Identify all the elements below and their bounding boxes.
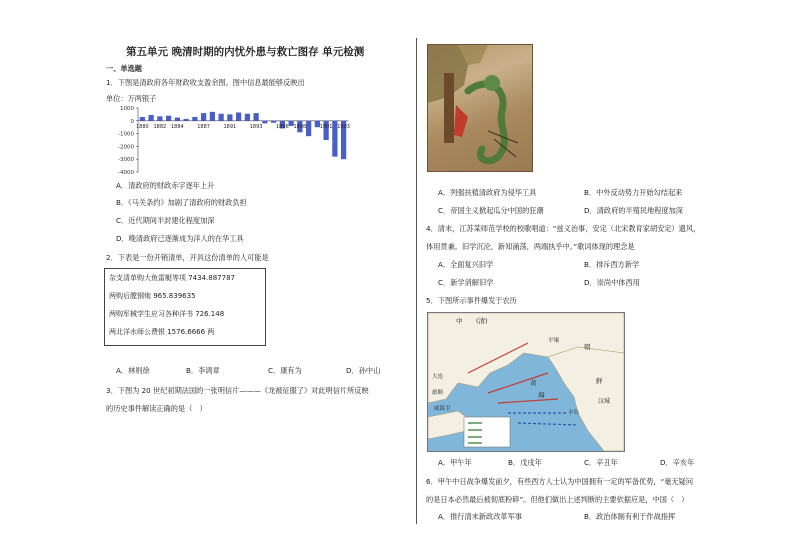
q2-expense-table	[104, 268, 266, 346]
y-tick-label: -3000	[118, 157, 134, 164]
y-tick-label: 1000	[120, 106, 134, 112]
q2-option-a[interactable]: A．林则徐	[116, 366, 150, 375]
bar	[175, 118, 180, 121]
x-tick-label: 1880	[136, 123, 149, 130]
q2-line: 两北洋水师公费银 1576.6666 两	[109, 328, 215, 336]
q4-option-c[interactable]: C．新学消解旧学	[438, 278, 494, 287]
x-tick-label: 1901	[319, 123, 333, 130]
q4-option-a[interactable]: A．全面复兴旧学	[438, 260, 494, 269]
q6-option-b[interactable]: B．政治体制有利于作战指挥	[584, 512, 676, 521]
q2-option-d[interactable]: D．孙中山	[346, 366, 381, 375]
q3-option-c[interactable]: C．帝国主义掀起瓜分中国的狂潮	[438, 206, 544, 215]
map-label: 朝	[584, 343, 591, 351]
section-heading: 一、单选题	[106, 64, 142, 73]
map-label: 海	[538, 391, 545, 399]
bar	[227, 114, 232, 120]
x-tick-label: 1903	[337, 123, 350, 130]
q6-option-a[interactable]: A．推行清末新政改革军事	[438, 512, 522, 521]
y-tick-label: 0	[130, 118, 134, 125]
bar	[140, 117, 145, 121]
map-label: 威海卫	[434, 406, 451, 412]
q1-unit-label: 单位：万两银子	[106, 94, 157, 103]
q4-stem-line2: 体用贯兼。旧学沉沦，新知涌荡，两端执乎中。”歌词体现的理念是	[426, 242, 635, 251]
q2-option-c[interactable]: C．康有为	[268, 366, 302, 375]
map-label: 旅顺	[432, 390, 444, 396]
y-tick-label: -2000	[118, 144, 134, 151]
q3-option-a[interactable]: A．列强扶植清政府为侵华工具	[438, 188, 537, 197]
q5-stem: 5．下图所示事件爆发于农历	[426, 296, 517, 305]
x-tick-label: 1884	[171, 123, 184, 130]
map-label: 丰岛	[568, 410, 580, 416]
q1-budget-bar-chart	[104, 104, 354, 176]
q1-option-c[interactable]: C．近代期间半封建化程度加深	[116, 216, 215, 225]
bar	[245, 114, 250, 121]
map-label: 黄	[530, 379, 537, 387]
bar	[201, 113, 206, 121]
x-tick-label: 1893	[249, 123, 263, 130]
q6-stem-line1: 6．甲午中日战争爆发前夕，有些西方人士认为中国拥有一定的军备优势，“毫无疑问	[426, 477, 694, 486]
q3-stem-line2: 的历史事件解读正确的是（ ）	[106, 404, 207, 413]
column-divider	[416, 38, 417, 524]
bar	[236, 112, 241, 120]
y-tick-label: -1000	[118, 131, 134, 138]
q3-option-d[interactable]: D．清政府的半殖民地程度加深	[584, 206, 683, 215]
q2-stem: 2．下表是一份开销清单，开具这份清单的人可能是	[106, 253, 269, 262]
bar	[271, 121, 276, 123]
map-label: (清)	[476, 317, 488, 325]
bar	[157, 116, 162, 120]
q4-option-b[interactable]: B．排斥西方新学	[584, 260, 640, 269]
x-tick-label: 1898	[293, 123, 307, 130]
q2-line: 两购后膛钢炮 965.839635	[109, 292, 196, 300]
x-tick-label: 1891	[223, 123, 237, 130]
q3-option-b[interactable]: B．中外反动势力开始勾结起来	[584, 188, 683, 197]
bar	[149, 115, 154, 121]
bar	[192, 117, 197, 121]
map-label: 鲜	[596, 377, 603, 385]
map-label: 大连	[432, 374, 444, 380]
q3-stem-line1: 3．下图为 20 世纪初期法国的一张明信片———《龙被征服了》对此明信片所反映	[106, 386, 369, 395]
map-label: 平壤	[548, 338, 560, 344]
q1-option-b[interactable]: B．《马关条约》加剧了清政府的财政负担	[116, 198, 247, 207]
q5-option-b[interactable]: B．戊戌年	[508, 458, 542, 467]
bar	[254, 113, 259, 121]
bar	[184, 119, 189, 121]
q5-war-map	[427, 312, 625, 452]
q5-option-d[interactable]: D．辛亥年	[660, 458, 695, 467]
bar	[210, 112, 215, 121]
map-label: 汉城	[598, 398, 611, 405]
q3-postcard-image	[427, 44, 533, 172]
page-title: 第五单元 晚清时期的内忧外患与救亡图存 单元检测	[126, 46, 365, 58]
q2-option-b[interactable]: B．李鸿章	[186, 366, 220, 375]
bar	[166, 116, 171, 121]
x-tick-label: 1882	[153, 123, 167, 130]
q1-option-a[interactable]: A．清政府的财政赤字逐年上升	[116, 181, 215, 190]
bar	[306, 121, 311, 136]
q5-option-a[interactable]: A．甲午年	[438, 458, 472, 467]
q2-line: 杂支清单购大鱼雷艇等项 7434.887787	[109, 274, 235, 282]
bar	[219, 114, 224, 121]
bar	[262, 121, 267, 124]
x-tick-label: 1887	[197, 123, 210, 130]
x-tick-label: 1896	[276, 123, 289, 130]
map-label: 中	[456, 317, 463, 325]
q1-option-d[interactable]: D．晚清政府已逐渐成为洋人的在华工具	[116, 234, 244, 243]
q4-option-d[interactable]: D．崇尚中体西用	[584, 278, 640, 287]
q1-stem: 1．下图是清政府各年财政收支盈余图。图中信息最能够反映出	[106, 78, 305, 87]
q6-stem-line2: 的是日本必然最后被彻底粉碎”。但他们做出上述判断的主要依据应是，中国（ ）	[426, 495, 689, 504]
q5-option-c[interactable]: C．辛丑年	[584, 458, 618, 467]
y-tick-label: -4000	[118, 170, 134, 176]
q2-line: 两购军械学生应习各种洋书 726.148	[109, 310, 225, 318]
q4-stem-line1: 4．清末，江苏某师范学校的校歌唱道：“兹义治事，安定（北宋教育家胡安定）遗风，	[426, 224, 701, 233]
